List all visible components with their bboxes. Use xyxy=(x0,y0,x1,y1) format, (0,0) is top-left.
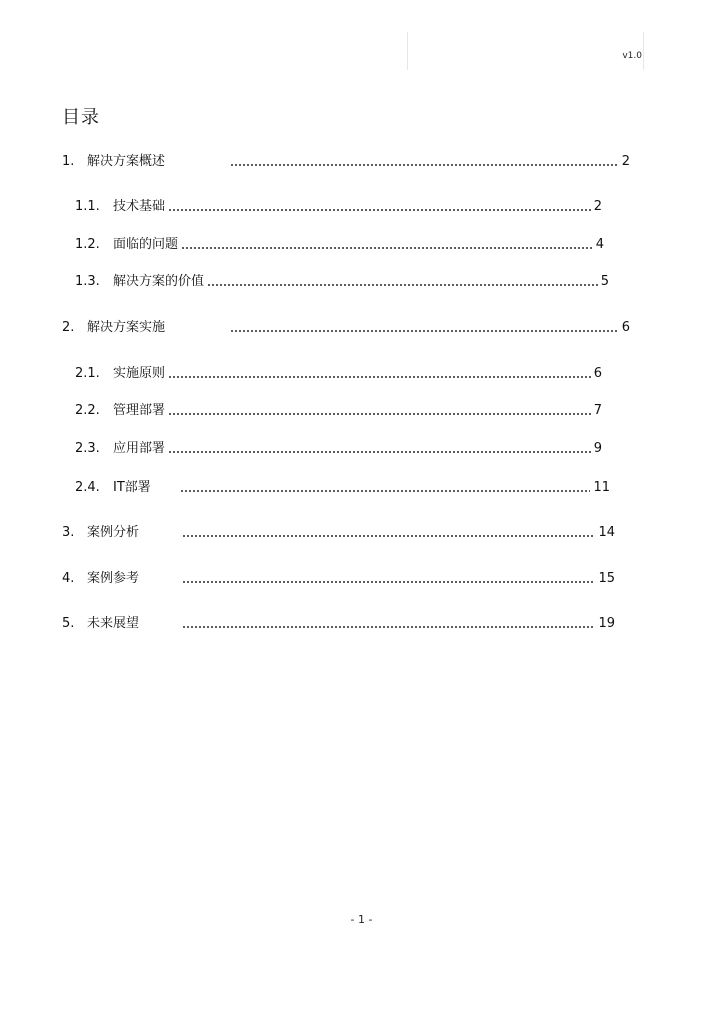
version-label: v1.0 xyxy=(622,51,642,61)
toc-entry-number: 2.1. xyxy=(75,366,100,381)
toc-entry-page: 9 xyxy=(593,441,602,456)
toc-leader-dots xyxy=(168,450,591,454)
toc-entry-number: 2.3. xyxy=(75,441,100,456)
toc-entry-number: 1. xyxy=(62,154,75,169)
toc-entry-number: 3. xyxy=(62,525,75,540)
toc-entry-text: 应用部署 xyxy=(113,441,166,456)
toc-leader-dots xyxy=(168,375,591,379)
toc-entry-5[interactable] xyxy=(62,612,615,632)
toc-entry-page: 19 xyxy=(598,616,615,631)
toc-entry-text: 解决方案的价值 xyxy=(113,274,205,289)
toc-entry-text: 案例参考 xyxy=(87,571,140,586)
toc-entry-number: 1.1. xyxy=(75,199,100,214)
toc-leader-dots xyxy=(180,489,590,493)
toc-entry-1[interactable] xyxy=(62,150,630,170)
toc-entry-page: 11 xyxy=(593,480,610,495)
toc-entry-page: 2 xyxy=(621,154,630,169)
toc-entry-1-2[interactable] xyxy=(75,233,604,253)
toc-entry-text: 技术基础 xyxy=(113,199,166,214)
toc-leader-dots xyxy=(168,412,591,416)
toc-leader-dots xyxy=(181,246,593,250)
toc-entry-text: 面临的问题 xyxy=(113,237,179,252)
toc-entry-2[interactable] xyxy=(62,316,630,336)
toc-entry-2-4[interactable] xyxy=(75,476,610,496)
toc-title: 目录 xyxy=(62,107,100,128)
toc-entry-number: 5. xyxy=(62,616,75,631)
toc-entry-text: 实施原则 xyxy=(113,366,166,381)
toc-entry-number: 1.3. xyxy=(75,274,100,289)
toc-entry-page: 6 xyxy=(593,366,602,381)
toc-entry-2-3[interactable] xyxy=(75,437,602,457)
toc-entry-number: 2. xyxy=(62,320,75,335)
toc-entry-4[interactable] xyxy=(62,567,615,587)
toc-entry-page: 15 xyxy=(598,571,615,586)
toc-entry-page: 14 xyxy=(598,525,615,540)
toc-entry-3[interactable] xyxy=(62,521,615,541)
toc-leader-dots xyxy=(182,625,595,629)
toc-entry-1-1[interactable] xyxy=(75,195,602,215)
toc-entry-page: 6 xyxy=(621,320,630,335)
toc-leader-dots xyxy=(168,208,591,212)
toc-entry-text: 解决方案实施 xyxy=(87,320,166,335)
toc-entry-text: IT部署 xyxy=(113,480,151,495)
toc-entry-page: 7 xyxy=(593,403,602,418)
toc-entry-text: 解决方案概述 xyxy=(87,154,166,169)
toc-entry-2-2[interactable] xyxy=(75,399,602,419)
toc-leader-dots xyxy=(182,580,595,584)
toc-leader-dots xyxy=(207,283,598,287)
toc-entry-1-3[interactable] xyxy=(75,270,609,290)
toc-leader-dots xyxy=(182,534,595,538)
toc-entry-number: 2.4. xyxy=(75,480,100,495)
header-rule-right xyxy=(643,32,644,70)
page-number: - 1 - xyxy=(350,913,373,926)
toc-leader-dots xyxy=(230,329,619,333)
toc-entry-page: 4 xyxy=(595,237,604,252)
toc-entry-page: 2 xyxy=(593,199,602,214)
toc-entry-text: 未来展望 xyxy=(87,616,140,631)
toc-entry-text: 管理部署 xyxy=(113,403,166,418)
toc-entry-number: 2.2. xyxy=(75,403,100,418)
toc-entry-number: 4. xyxy=(62,571,75,586)
header-rule-left xyxy=(407,32,408,70)
toc-entry-page: 5 xyxy=(600,274,609,289)
toc-entry-2-1[interactable] xyxy=(75,362,602,382)
toc-entry-text: 案例分析 xyxy=(87,525,140,540)
toc-entry-number: 1.2. xyxy=(75,237,100,252)
toc-leader-dots xyxy=(230,163,619,167)
